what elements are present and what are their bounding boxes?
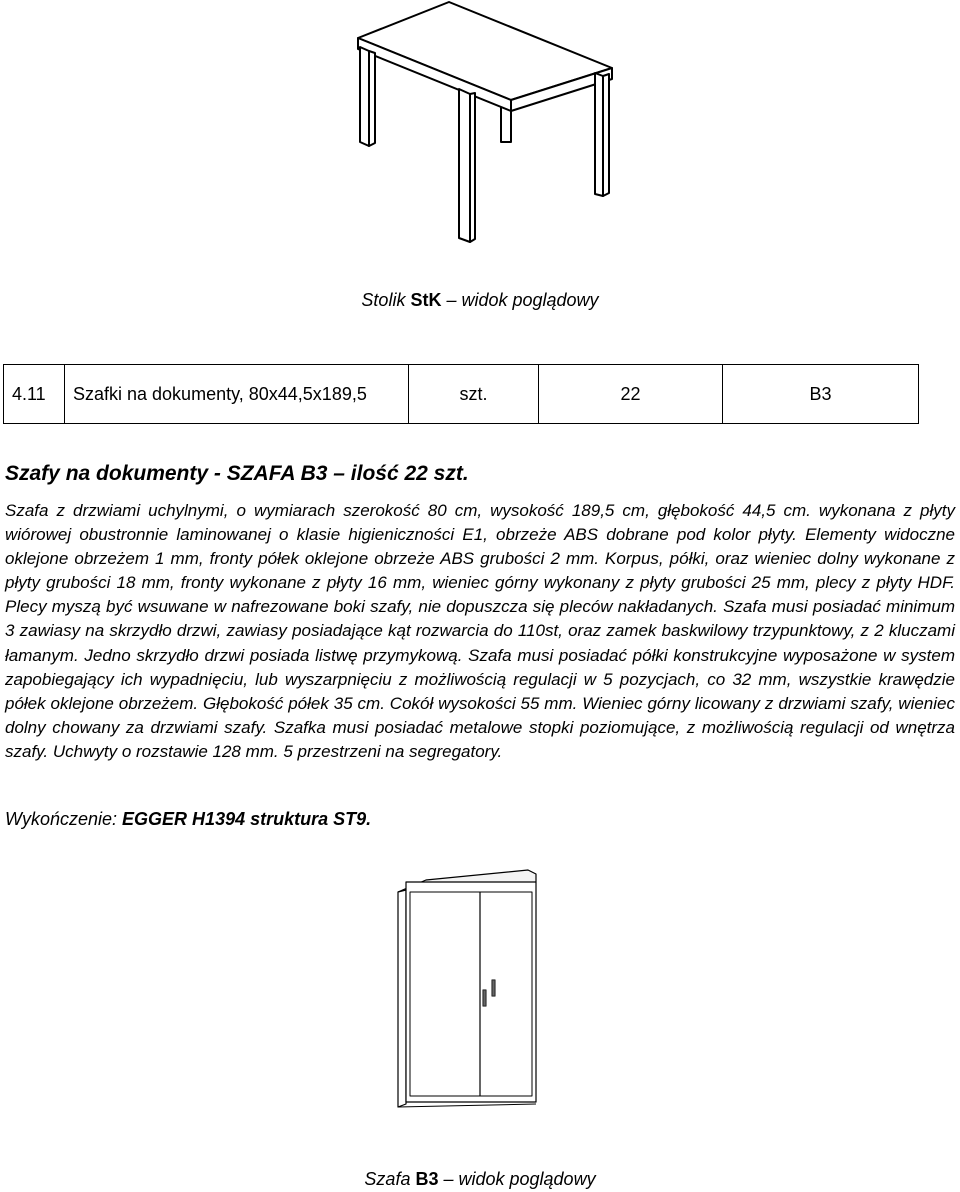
caption-model-code: B3 <box>415 1169 439 1189</box>
item-code: B3 <box>723 365 919 424</box>
table-leg-left <box>360 47 369 146</box>
caption-model-code: StK <box>410 290 442 310</box>
caption-text: – widok poglądowy <box>441 290 599 310</box>
table-leg-front <box>459 89 470 242</box>
caption-text: Szafa <box>364 1169 416 1189</box>
finish-line <box>5 809 371 830</box>
caption-text: – widok poglądowy <box>438 1169 596 1189</box>
right-door-handle <box>492 980 495 996</box>
cabinet-side <box>398 890 406 1107</box>
table-leg-right <box>595 73 603 196</box>
cabinet-illustration <box>396 852 546 1114</box>
section-heading: Szafy na dokumenty - SZAFA B3 – ilość 22 szt. <box>5 462 469 485</box>
left-door-handle <box>483 990 486 1006</box>
finish-value: EGGER H1394 struktura ST9. <box>122 809 372 829</box>
finish-label: Wykończenie: <box>5 809 123 829</box>
table-figure-caption <box>0 290 960 311</box>
section-body-text: Szafa z drzwiami uchylnymi, o wymiarach szerokość 80 cm, wysokość 189,5 cm, głębokość 44,5 cm. wykonana z płyty wiórowej obustronnie laminowanej o klasie higieniczności E1, obrzeże ABS dobrane pod kolor płyty. Elementy widoczne oklejone obrzeżem 1 mm, fronty półek oklejone obrzeże ABS grubości 2 mm. Korpus, półki, oraz wieniec dolny wykonane z płyty grubości 18 mm, fronty wykonane z płyty 16 mm, wieniec górny wykonany z płyty grubości 25 mm, plecy z płyty HDF. Plecy myszą być wsuwane w nafrezowane boki szafy, nie dopuszcza się pleców nakładanych. Szafa musi posiadać minimum 3 zawiasy na skrzydło drzwi, zawiasy posiadające kąt rozwarcia do 110st, oraz zamek baskwilowy trzypunktowy, z 2 kluczami łamanym. Jedno skrzydło drzwi posiada listwę przymykową. Szafa musi posiadać półki konstrukcyjne wyposażone w system zapobiegający ich wypadnięciu, lub wyszarpnięciu z możliwością regulacji w 5 pozycjach, co 32 mm, wszystkie krawędzie półek oklejone obrzeżem. Głębokość półek 35 cm. Cokół wysokości 55 mm. Wieniec górny licowany z drzwiami szafy, wieniec dolny chowany za drzwiami szafy. Szafka musi posiadać metalowe stopki poziomujące, z możliwością regulacji od wnętrza szafy. Uchwyty o rozstawie 128 mm. 5 przestrzeni na segregatory. <box>5 501 955 761</box>
item-quantity: 22 <box>539 365 723 424</box>
caption-text: Stolik <box>361 290 411 310</box>
item-unit: szt. <box>409 365 539 424</box>
table-illustration <box>350 0 630 250</box>
item-number: 4.11 <box>4 365 65 424</box>
table-row <box>4 365 919 424</box>
item-description: Szafki na dokumenty, 80x44,5x189,5 <box>65 365 409 424</box>
cabinet-figure-caption <box>0 1169 960 1190</box>
spec-table <box>3 364 919 424</box>
